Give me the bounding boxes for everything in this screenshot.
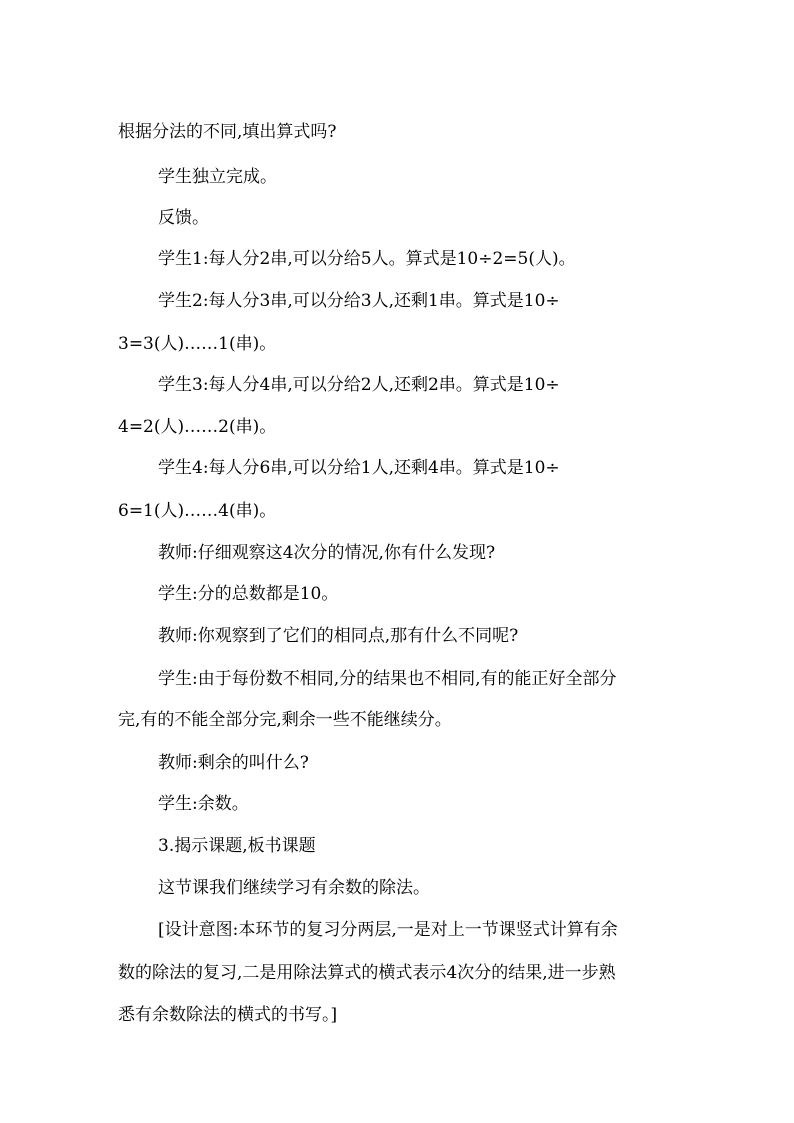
paragraph-line: 学生独立完成。 <box>158 167 277 187</box>
paragraph-line: 学生4:每人分6串,可以分给1人,还剩4串。算式是10÷ <box>158 458 560 478</box>
paragraph-line: 学生:由于每份数不相同,分的结果也不相同,有的能正好全部分 <box>158 669 617 689</box>
paragraph-line: 6=1(人)……4(串)。 <box>118 501 277 521</box>
paragraph-line: 这节课我们继续学习有余数的除法。 <box>158 878 430 898</box>
paragraph-line: 3=3(人)……1(串)。 <box>118 334 277 354</box>
paragraph-line: 学生3:每人分4串,可以分给2人,还剩2串。算式是10÷ <box>158 375 560 395</box>
paragraph-line: 教师:仔细观察这4次分的情况,你有什么发现? <box>158 543 496 563</box>
paragraph-line: 学生:分的总数都是10。 <box>158 584 339 604</box>
paragraph-line: 反馈。 <box>158 208 209 228</box>
paragraph-line: 学生2:每人分3串,可以分给3人,还剩1串。算式是10÷ <box>158 291 560 311</box>
paragraph-line: 4=2(人)……2(串)。 <box>118 417 277 437</box>
section-heading: 3.揭示课题,板书课题 <box>158 836 316 856</box>
paragraph-line: 悉有余数除法的横式的书写。] <box>118 1005 338 1025</box>
paragraph-line: 教师:你观察到了它们的相同点,那有什么不同呢? <box>158 626 519 646</box>
paragraph-line: [设计意图:本环节的复习分两层,一是对上一节课竖式计算有余 <box>158 920 618 940</box>
paragraph-line: 教师:剩余的叫什么? <box>158 753 309 773</box>
paragraph-line: 数的除法的复习,二是用除法算式的横式表示4次分的结果,进一步熟 <box>118 963 616 983</box>
paragraph-line: 学生1:每人分2串,可以分给5人。算式是10÷2=5(人)。 <box>158 249 576 269</box>
paragraph-line: 根据分法的不同,填出算式吗? <box>118 122 337 142</box>
paragraph-line: 完,有的不能全部分完,剩余一些不能继续分。 <box>118 710 452 730</box>
paragraph-line: 学生:余数。 <box>158 794 249 814</box>
